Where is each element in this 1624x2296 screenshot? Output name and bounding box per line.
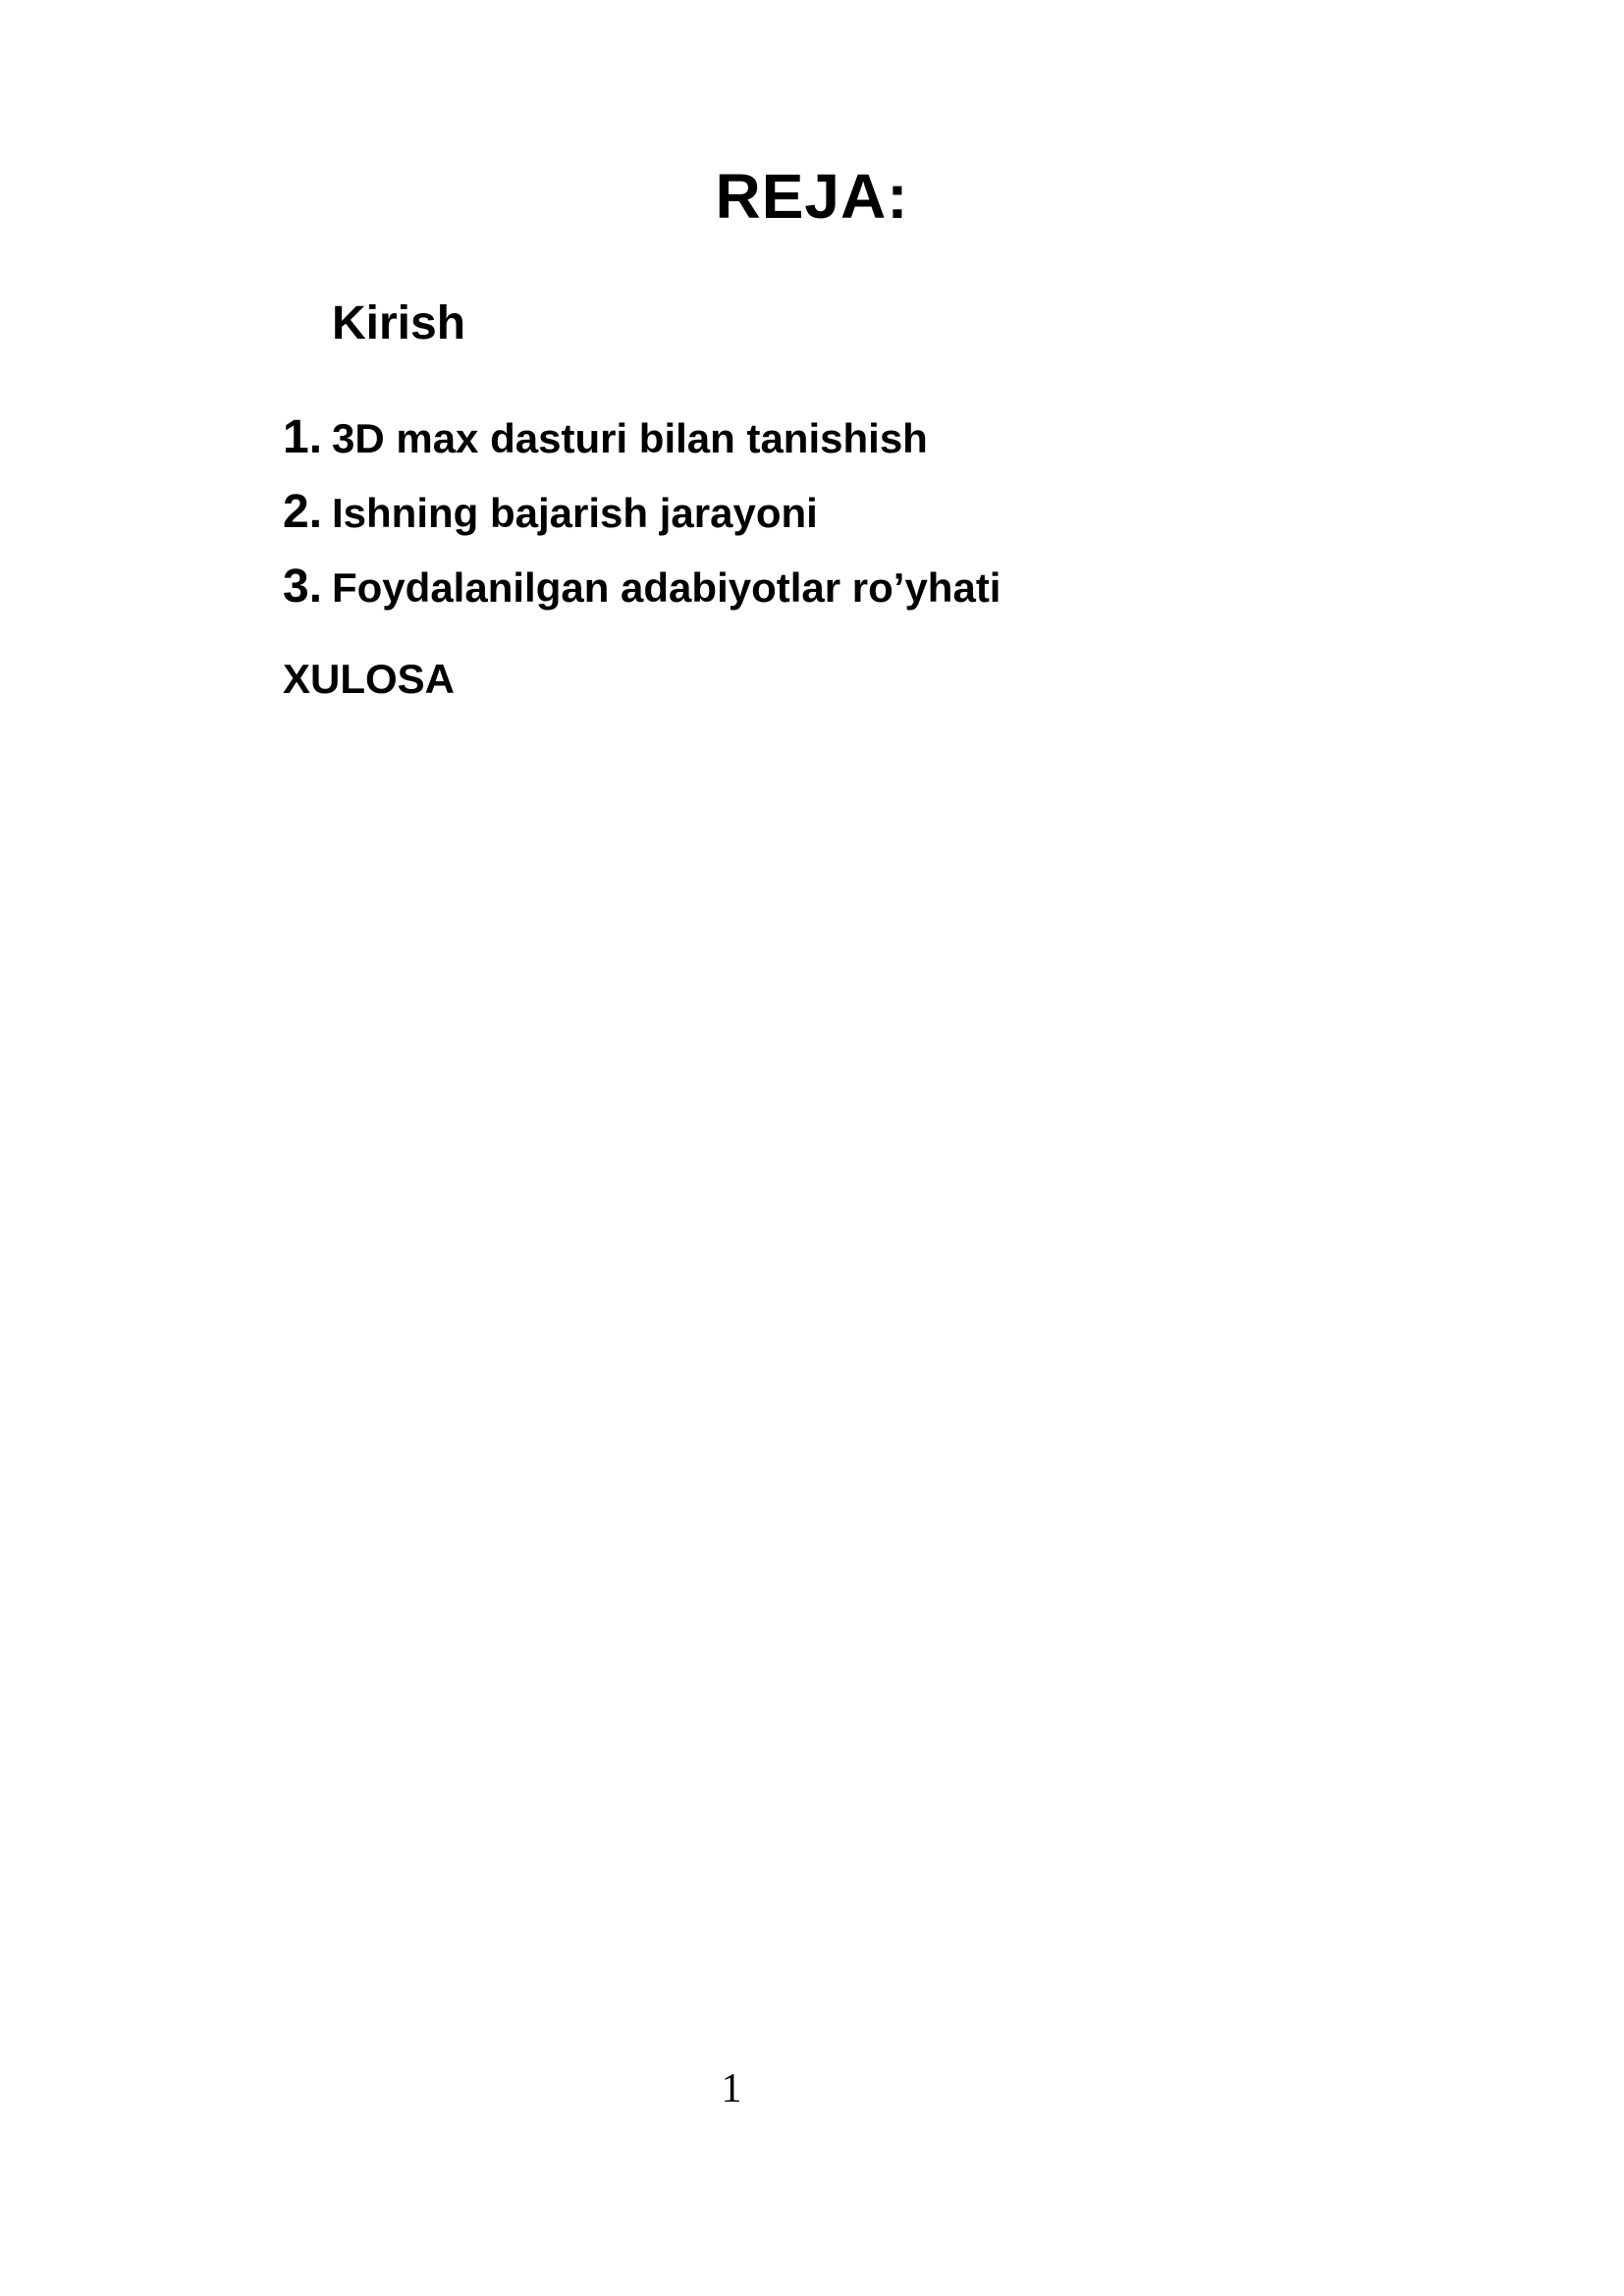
plan-item-text: Ishning bajarish jarayoni xyxy=(332,490,818,536)
plan-item-text: Foydalanilgan adabiyotlar ro’yhati xyxy=(332,564,1001,611)
plan-item-number: 2. xyxy=(283,486,323,538)
page-number: 1 xyxy=(721,2066,742,2111)
plan-item-number: 1. xyxy=(283,411,323,463)
page-title: REJA: xyxy=(715,161,909,232)
plan-item xyxy=(283,400,1001,475)
plan-item-text: 3D max dasturi bilan tanishish xyxy=(332,415,928,461)
plan-list xyxy=(283,400,1001,624)
conclusion-heading: XULOSA xyxy=(283,656,456,702)
plan-item xyxy=(283,550,1001,624)
plan-item xyxy=(283,475,1001,550)
intro-heading: Kirish xyxy=(332,297,466,349)
plan-item-number: 3. xyxy=(283,561,323,613)
